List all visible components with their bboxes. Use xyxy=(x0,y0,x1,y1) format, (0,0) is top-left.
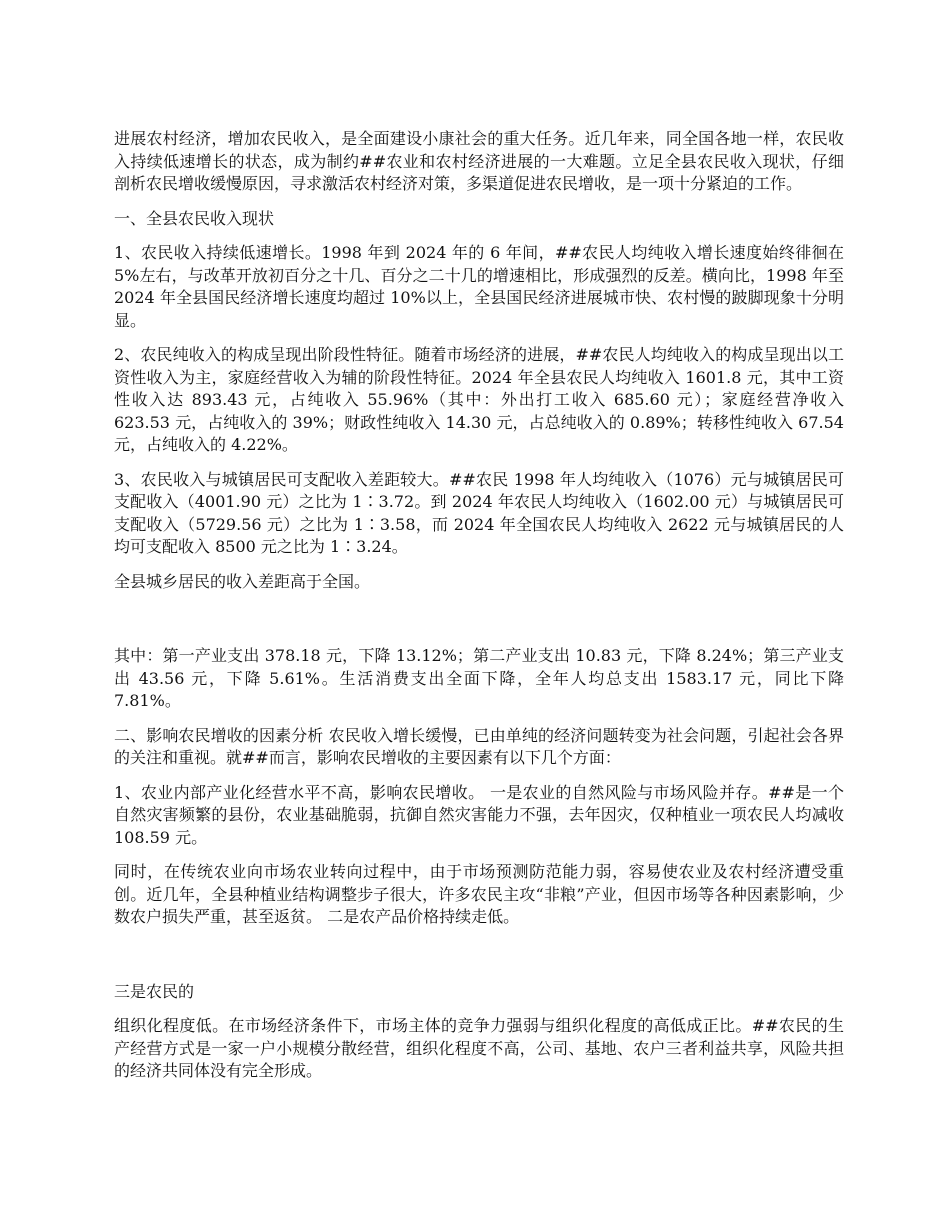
paragraph-organization: 组织化程度低。在市场经济条件下，市场主体的竞争力强弱与组织化程度的高低成正比。##农民的生产经营方式是一家一户小规模分散经营，组织化程度不高，公司、基地、农户三者利益共享，风险共担的经济共同体没有完全形成。 xyxy=(114,1016,844,1080)
paragraph-expenditure: 其中：第一产业支出 378.18 元，下降 13.12%；第二产业支出 10.83 元，下降 8.24%；第三产业支出 43.56 元，下降 5.61%。生活消费支出全面下降，全年人均总支出 1583.17 元，同比下降 7.81%。 xyxy=(114,646,844,710)
paragraph-low-growth: 1、农民收入持续低速增长。1998 年到 2024 年的 6 年间，##农民人均纯收入增长速度始终徘徊在 5%左右，与改革开放初百分之十几、百分之二十几的增速相比，形成强烈的反差。横向比，1998 年至 2024 年全县国民经济增长速度均超过 10%以上，全县国民经济进展城市快、农村慢的跛脚现象十分明显。 xyxy=(114,243,844,330)
paragraph-factors-analysis: 二、影响农民增收的因素分析 农民收入增长缓慢，已由单纯的经济问题转变为社会问题，引起社会各界的关注和重视。就##而言，影响农民增收的主要因素有以下几个方面： xyxy=(114,725,844,767)
paragraph-income-structure: 2、农民纯收入的构成呈现出阶段性特征。随着市场经济的进展，##农民人均纯收入的构成呈现出以工资性收入为主，家庭经营收入为辅的阶段性特征。2024 年全县农民人均纯收入 1601.8 元，其中工资性收入达 893.43 元，占纯收入 55.96%（其中：外出打工收入 685.60 元）；家庭经营净收入 623.53 元，占纯收入的 39%；财政性纯收入 14.30 元，占总纯收入的 0.89%；转移性纯收入 67.54 元，占纯收入的 4.22%。 xyxy=(114,345,844,454)
section-heading-income-status: 一、全县农民收入现状 xyxy=(114,208,275,228)
paragraph-urban-rural-gap: 3、农民收入与城镇居民可支配收入差距较大。##农民 1998 年人均纯收入（1076）元与城镇居民可支配收入（4001.90 元）之比为 1∶3.72。到 2024 年农民人均纯收入（1602.00 元）与城镇居民可支配收入（5729.56 元）之比为 1∶3.58，而 2024 年全国农民人均纯收入 2622 元与城镇居民的人均可支配收入 8500 元之比为 1∶3.24。 xyxy=(114,469,844,556)
intro-paragraph: 进展农村经济，增加农民收入，是全面建设小康社会的重大任务。近几年来，同全国各地一样，农民收入持续低速增长的状态，成为制约##农业和农村经济进展的一大难题。立足全县农民收入现状，仔细剖析农民增收缓慢原因，寻求激活农村经济对策，多渠道促进农民增收，是一项十分紧迫的工作。 xyxy=(114,129,844,193)
paragraph-industrialization: 1、农业内部产业化经营水平不高，影响农民增收。 一是农业的自然风险与市场风险并存。##是一个自然灾害频繁的县份，农业基础脆弱，抗御自然灾害能力不强，去年因灾，仅种植业一项农民人均减收 108.59 元。 xyxy=(114,782,844,847)
paragraph-market-risk: 同时，在传统农业向市场农业转向过程中，由于市场预测防范能力弱，容易使农业及农村经济遭受重创。近几年，全县种植业结构调整步子很大，许多农民主攻“非粮”产业，但因市场等各种因素影响，少数农户损失严重，甚至返贫。 二是农产品价格持续走低。 xyxy=(114,862,844,926)
paragraph-third-factor-start: 三是农民的 xyxy=(114,981,195,1001)
spacer xyxy=(114,941,844,981)
document-body xyxy=(114,128,844,1095)
spacer xyxy=(114,605,844,645)
paragraph-gap-conclusion: 全县城乡居民的收入差距高于全国。 xyxy=(114,571,371,591)
